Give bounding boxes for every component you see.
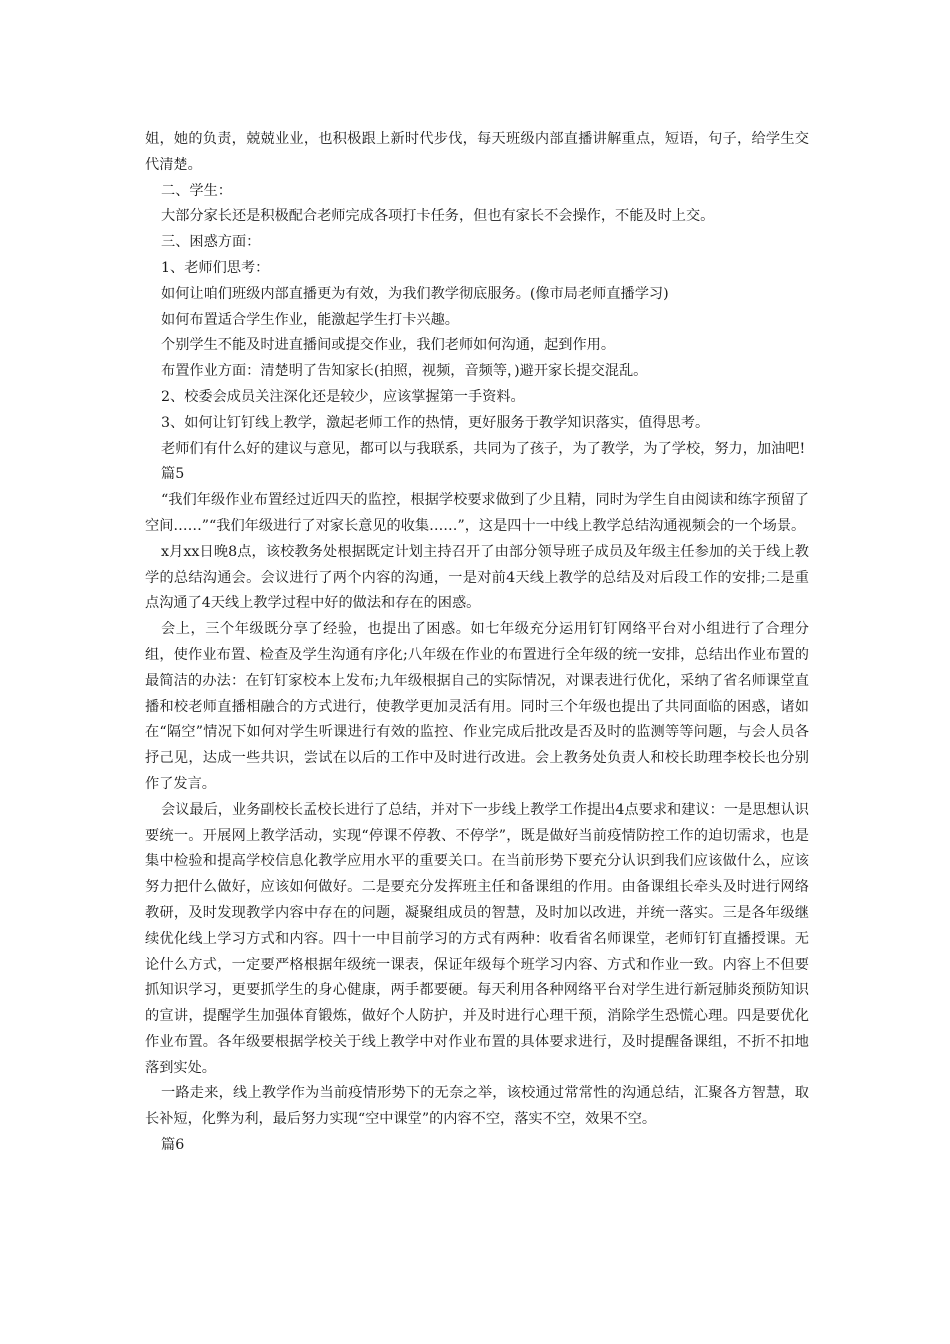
paragraph: 布置作业方面：清楚明了告知家长(拍照，视频，音频等，)避开家长提交混乱。 [161,363,648,380]
paragraph: 大部分家长还是积极配合老师完成各项打卡任务，但也有家长不会操作，不能及时上交。 [161,208,715,225]
section-title: 篇5 [161,466,185,483]
paragraph: 老师们有什么好的建议与意见，都可以与我联系，共同为了孩子，为了教学，为了学校，努力，加油吧! [161,440,806,457]
section-heading: 三、困惑方面： [161,234,261,251]
list-item: 3、如何让钉钉线上教学，激起老师工作的热情，更好服务于教学知识落实，值得思考。 [161,414,710,431]
paragraph: 会议最后，业务副校长孟校长进行了总结，并对下一步线上教学工作提出4点要求和建议：一是思想认识要统一。开展网上教学活动，实现“停课不停教、不停学”，既是做好当前疫情防控工作的迫切需求，也是集中检验和提高学校信息化教学应用水平的重要关口。在当前形势下要充分认识到我们应该做什么，应该努力把什么做好，应该如何做好。二是要充分发挥班主任和备课组的作用。由备课组长牵头及时进行网络教研，及时发现教学内容中存在的问题，凝聚组成员的智慧，及时加以改进，并统一落实。三是各年级继续优化线上学习方式和内容。四十一中目前学习的方式有两种：收看省名师课堂，老师钉钉直播授课。无论什么方式，一定要严格根据年级统一课表，保证年级每个班学习内容、方式和作业一致。内容上不但要抓知识学习，更要抓学生的身心健康，两手都要硬。每天利用各种网络平台对学生进行新冠肺炎预防知识的宣讲，提醒学生加强体育锻炼，做好个人防护，并及时进行心理干预，消除学生恐慌心理。四是要优化作业布置。各年级要根据学校关于线上教学中对作业布置的具体要求进行，及时提醒备课组，不折不扣地落到实处。 [145,801,809,1076]
paragraph: “我们年级作业布置经过近四天的监控，根据学校要求做到了少且精，同时为学生自由阅读和练字预留了空间……”“我们年级进行了对家长意见的收集……”，这是四十一中线上教学总结沟通视频会的一个场景。 [145,492,809,534]
paragraph: 如何布置适合学生作业，能激起学生打卡兴趣。 [161,311,459,328]
section-heading: 二、学生： [161,182,232,199]
paragraph: 如何让咱们班级内部直播更为有效，为我们教学彻底服务。(像市局老师直播学习) [161,285,669,302]
list-item: 2、校委会成员关注深化还是较少，应该掌握第一手资料。 [161,388,525,405]
paragraph: 会上，三个年级既分享了经验，也提出了困惑。如七年级充分运用钉钉网络平台对小组进行了合理分组，使作业布置、检查及学生沟通有序化;八年级在作业的布置进行全年级的统一安排，总结出作业布置的最简洁的办法：在钉钉家校本上发布;九年级根据自己的实际情况，对课表进行优化，采纳了省名师课堂直播和校老师直播相融合的方式进行，使教学更加灵活有用。同时三个年级也提出了共同面临的困惑，诸如在“隔空”情况下如何对学生听课进行有效的监控、作业完成后批改是否及时的监测等等问题，与会人员各抒己见，达成一些共识，尝试在以后的工作中及时进行改进。会上教务处负责人和校长助理李校长也分别作了发言。 [145,621,809,792]
list-item: 1、老师们思考： [161,259,270,276]
paragraph: 姐，她的负责，兢兢业业，也积极跟上新时代步伐，每天班级内部直播讲解重点，短语，句子，给学生交代清楚。 [145,131,809,173]
paragraph: 一路走来，线上教学作为当前疫情形势下的无奈之举，该校通过常常性的沟通总结，汇聚各方智慧，取长补短，化弊为利，最后努力实现“空中课堂”的内容不空，落实不空，效果不空。 [145,1085,809,1128]
paragraph: x月xx日晚8点，该校教务处根据既定计划主持召开了由部分领导班子成员及年级主任参加的关于线上教学的总结沟通会。会议进行了两个内容的沟通，一是对前4天线上教学的总结及对后段工作的安排;二是重点沟通了4天线上教学过程中好的做法和存在的困惑。 [145,543,809,612]
section-title: 篇6 [161,1137,185,1154]
document-body [145,127,809,1159]
paragraph: 个别学生不能及时进直播间或提交作业，我们老师如何沟通，起到作用。 [161,337,616,354]
